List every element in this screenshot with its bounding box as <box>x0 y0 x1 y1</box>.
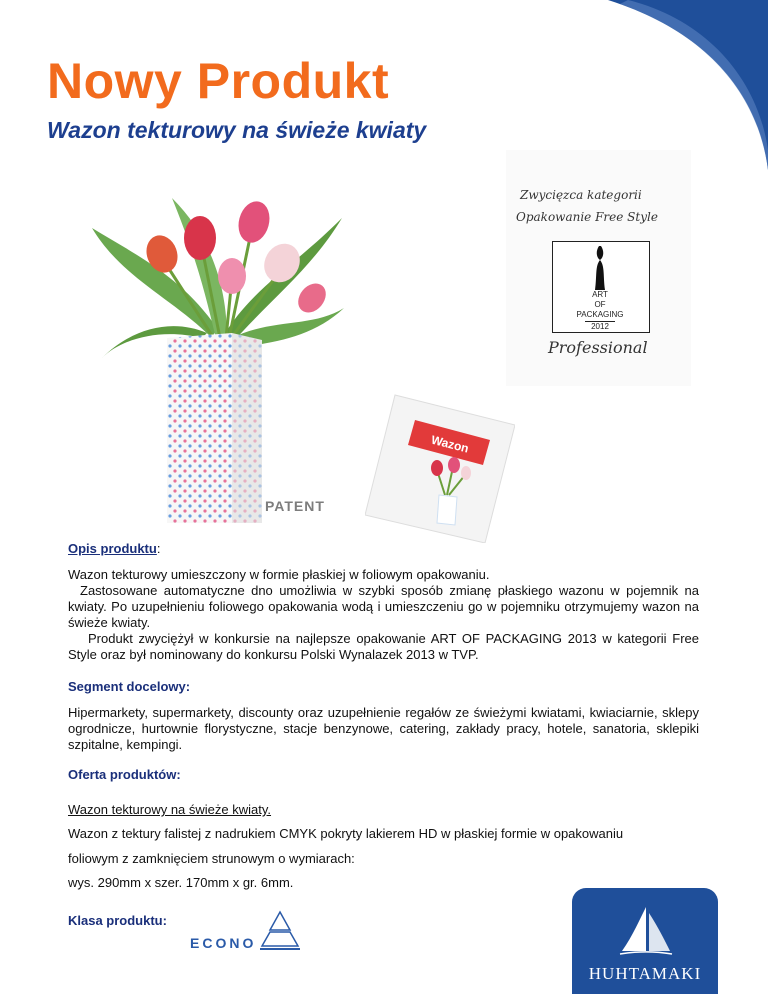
package-label: Wazon <box>429 432 471 456</box>
oferta-heading: Oferta produktów: <box>68 767 181 782</box>
segment-paragraph: Hipermarkety, supermarkety, discounty oraz uzupełnienie regałów ze świeżymi kwiatami, kwiaciarnie, sklepy ogrodnicze, hurtownie florystyczne, stacje benzynowe, catering, zakłady pracy, hotele, sanatoria, sklepiki szpitalne, kempingi. <box>68 705 699 752</box>
econo-text: ECONO <box>190 935 257 951</box>
package-photo <box>365 385 515 543</box>
product-photo-tulip-vase <box>82 188 352 528</box>
opis-colon: : <box>156 541 161 556</box>
page-subtitle: Wazon tekturowy na świeże kwiaty <box>47 117 427 143</box>
award-statuette-icon <box>585 244 615 292</box>
opis-paragraph-3: Produkt zwyciężył w konkursie na najlepsze opakowanie ART OF PACKAGING 2013 w kategorii Free Style oraz był nominowany do konkursu Polski Wynalazek 2013 w TVP. <box>68 631 699 662</box>
klasa-heading: Klasa produktu: <box>68 913 167 928</box>
econo-logo <box>190 910 300 960</box>
award-script-top: Zwycięzca kategorii <box>520 188 642 202</box>
award-line: PACKAGING <box>576 310 624 319</box>
oferta-line-3: wys. 290mm x szer. 170mm x gr. 6mm. <box>68 875 294 890</box>
award-line: OF <box>594 300 606 309</box>
page-title: Nowy Produkt <box>47 53 390 109</box>
award-script-bottom: Professional <box>548 338 648 357</box>
opis-label: Opis produktu <box>68 541 157 556</box>
award-line: ART <box>592 290 608 299</box>
corner-swoosh-graphic <box>608 0 768 170</box>
huhtamaki-logo-text: HUHTAMAKI <box>588 964 702 983</box>
award-script-mid: Opakowanie Free Style <box>516 210 658 224</box>
opis-paragraph-2: Zastosowane automatyczne dno umożliwia w szybki sposób zmianę płaskiego wazonu w pojemnik na kwiaty. Po uzupełnieniu foliowego opakowania wodą i umieszczeniu go w pojemniku otrzymujemy wazon na świeże kwiaty. <box>68 583 699 630</box>
oferta-line-1: Wazon z tektury falistej z nadrukiem CMYK pokryty lakierem HD w płaskiej formie w opakowaniu <box>68 826 624 841</box>
segment-heading: Segment docelowy: <box>68 679 191 694</box>
oferta-line-2: foliowym z zamknięciem strunowym o wymiarach: <box>68 851 355 866</box>
opis-paragraph-1: Wazon tekturowy umieszczony w formie płaskiej w foliowym opakowaniu. <box>68 567 490 582</box>
opis-heading <box>68 541 160 556</box>
oferta-product-name: Wazon tekturowy na świeże kwiaty. <box>68 802 272 817</box>
award-text <box>552 290 648 333</box>
sail-icon <box>618 905 674 957</box>
patent-label: PATENT <box>265 498 325 514</box>
award-year: 2012 <box>585 321 615 333</box>
